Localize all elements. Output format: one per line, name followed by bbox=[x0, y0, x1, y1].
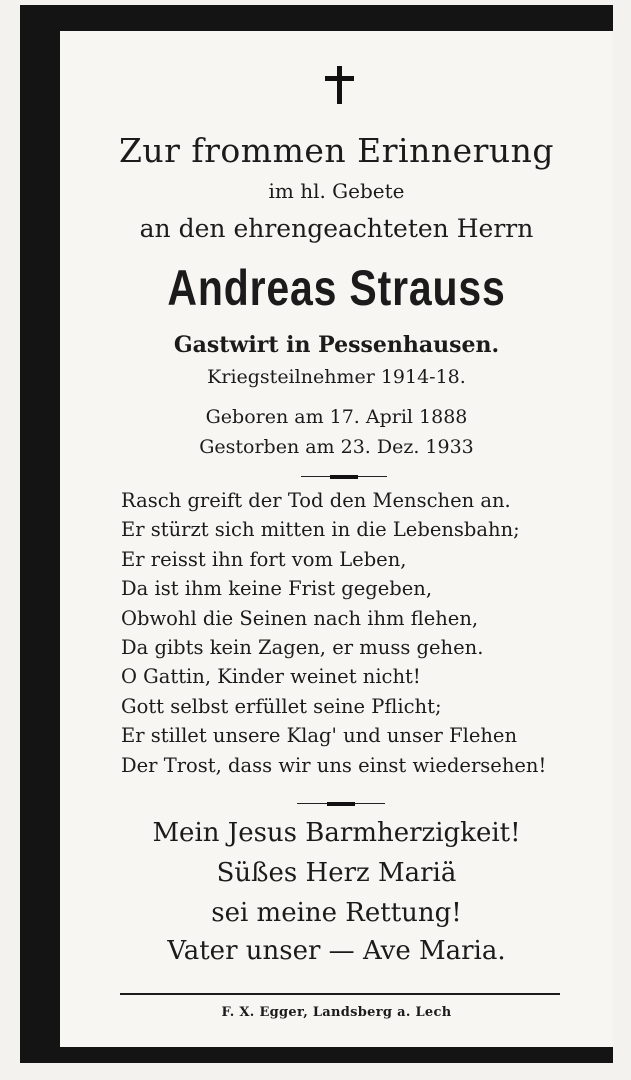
poem-line: Er stürzt sich mitten in die Lebensbahn; bbox=[121, 518, 520, 542]
prayer-line-4: Vater unser — Ave Maria. bbox=[167, 936, 506, 966]
poem-line: O Gattin, Kinder weinet nicht! bbox=[121, 665, 421, 689]
deceased-name: Andreas Strauss bbox=[167, 260, 506, 316]
card-title: Zur frommen Erinnerung bbox=[118, 131, 555, 170]
card-subtitle: im hl. Gebete bbox=[268, 179, 405, 203]
prayer-line-2: Süßes Herz Mariä bbox=[216, 858, 457, 888]
card-inner-panel bbox=[60, 31, 613, 1047]
poem-line: Gott selbst erfüllet seine Pflicht; bbox=[121, 694, 442, 718]
military-service-line: Kriegsteilnehmer 1914-18. bbox=[207, 366, 466, 388]
ornamental-divider-bottom bbox=[297, 803, 385, 804]
black-mourning-border bbox=[20, 5, 613, 1063]
ornamental-divider-top bbox=[301, 476, 387, 477]
poem-line: Er reisst ihn fort vom Leben, bbox=[121, 547, 407, 571]
poem-line: Da gibts kein Zagen, er muss gehen. bbox=[121, 636, 484, 660]
poem-line: Rasch greift der Tod den Menschen an. bbox=[121, 489, 511, 512]
poem-line: Er stillet unsere Klag' und unser Flehen bbox=[121, 724, 518, 748]
poem-line: Da ist ihm keine Frist gegeben, bbox=[121, 577, 433, 601]
death-date-line: Gestorben am 23. Dez. 1933 bbox=[199, 436, 474, 458]
printer-imprint: F. X. Egger, Landsberg a. Lech bbox=[221, 1005, 452, 1020]
birth-date-line: Geboren am 17. April 1888 bbox=[205, 406, 468, 428]
dedication-line: an den ehrengeachteten Herrn bbox=[139, 214, 534, 243]
footer-rule bbox=[120, 993, 560, 995]
prayer-line-3: sei meine Rettung! bbox=[211, 898, 462, 928]
poem-line: Obwohl die Seinen nach ihm flehen, bbox=[121, 606, 479, 630]
occupation-line: Gastwirt in Pessenhausen. bbox=[173, 332, 500, 358]
memorial-poem bbox=[121, 486, 566, 780]
poem-line: Der Trost, dass wir uns einst wiedersehen! bbox=[121, 753, 547, 777]
prayer-line-1: Mein Jesus Barmherzigkeit! bbox=[152, 818, 521, 848]
